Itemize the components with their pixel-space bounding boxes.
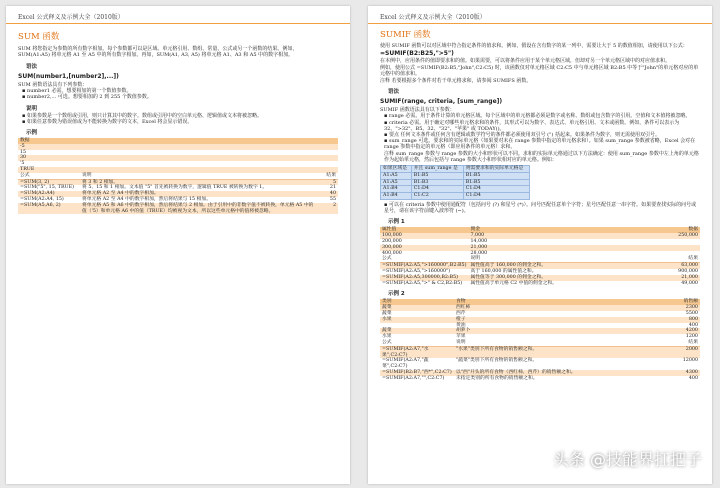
arg-item: ▪ sum_range 可选。要求和的实际单元格（如果要对未在 range 参数中指定的单元格求和）。如果 sum_range 参数被省略，Excel 会对在 range 参数中指定的单元格（即应用条件的单元格）求和。 [384, 138, 696, 151]
table-cell: 800 [660, 317, 700, 323]
formula-cell: =SUMIF(A2:A5,">" & C2,B2:B5) [380, 281, 468, 287]
arg-item: ▪ number1 必需。想要相加的第一个数值参数。 [22, 88, 132, 95]
section-label: 示例 1 [388, 219, 405, 226]
table-header: 如果区域是 [381, 166, 412, 173]
table-header: 并且 sum_range 是 [411, 166, 463, 173]
result-cell: 400 [660, 376, 700, 382]
intro-line: 在本例中，应用条件的值即要求和的值。如果需要，可以将条件应用于某个单元格区域，但却对另一个单元格区域中的对应值求和。 [380, 58, 671, 65]
table-cell: 水果 [380, 334, 454, 340]
table-cell: A1:B4 [381, 186, 412, 193]
intro-line: 使用 SUMIF 函数可以对区域中符合指定条件的值求和。例如，假设在含有数字的某一列中，需要让大于 5 的数值相加，请使用以下公式： [380, 43, 688, 49]
syntax: SUMIF(range, criteria, [sum_range]) [380, 98, 503, 106]
desc-cell: "水果"类别下所有食物的销售额之和。 [454, 346, 660, 358]
section-label: 语法 [26, 63, 38, 70]
table-cell: A1:A5 [381, 179, 412, 186]
left-page [6, 6, 350, 484]
table-cell: B1:B3 [411, 179, 463, 186]
section-label: 说明 [26, 105, 38, 112]
table-cell: 30 [18, 155, 338, 161]
example2-table [380, 299, 700, 381]
table-header: 公式 [380, 256, 468, 262]
table-cell: TRUE [18, 167, 338, 173]
desc-cell: 以"西"开头的所有食物（西红柿、西芹）的销售额之和。 [454, 370, 660, 376]
table-cell: B1:B5 [463, 172, 529, 179]
result-cell: 5 [318, 179, 338, 185]
intro-line: SUM 将您指定为参数的所有数字相加。每个参数都可以是区域、单元格引用、数组、常量、公式或另一个函数的结果。例如， [18, 46, 298, 52]
result-cell: 63,000 [660, 263, 700, 269]
range-table [380, 165, 530, 200]
table-cell: 苹果 [454, 334, 660, 340]
result-cell: 2 [318, 203, 338, 215]
table-cell: A1:B4 [381, 193, 412, 200]
note-item: ▪ 如果参数是一个数组或引用，则只计算其中的数字。数组或引用中的空白单元格、逻辑值或文本将被忽略。 [22, 112, 262, 119]
desc-cell: 将单元格 A5 和 A6 中的数字相加，然后将结果与 2 相加。由于引用中的非数字值不被转换，单元格 A5 中的值（'5）和单元格 A6 中的值（TRUE）均被视为文本，所以这些单元格中的值将被忽略。 [80, 203, 318, 215]
table-cell: -5 [18, 144, 338, 150]
args-intro: SUM 函数语法具有下列参数： [18, 81, 88, 88]
formula-cell: =SUMIF(A2:A5,300000,B2:B5) [380, 275, 468, 281]
page-title: SUM 函数 [18, 32, 60, 42]
table-header: 结果 [660, 340, 700, 346]
table-cell: 15 [18, 150, 338, 156]
table-header: 类别 [380, 299, 454, 305]
table-header: 佣金 [468, 227, 660, 233]
table-cell: C1:C2 [411, 193, 463, 200]
formula-cell: =SUMIF(A2:A7,"",C2:C7) [380, 376, 454, 382]
table-header: 结果 [318, 173, 338, 179]
arg-item: ▪ 要点 任何文本条件或任何含有逻辑或数学符号的条件都必须使用双引号 (") 括起来。如果条件为数字，则无需使用双引号。 [384, 132, 660, 139]
table-cell: 蔬菜 [380, 328, 454, 334]
arg-item: 注释 sum_range 参数与 range 参数的大小和形状可以不同。求和的实际单元格通过以下方法确定：使用 sum_range 参数中左上角的单元格作为起始单元格，然后包括与 range 参数大小和形状相对应的单元格。例如： [384, 150, 699, 163]
example-table [18, 138, 338, 214]
formula-cell: =SUM(A5,A6, 2) [18, 203, 80, 215]
page-title: SUMIF 函数 [380, 30, 431, 40]
formula-cell: =SUMIF(A2:A7,"水果",C2:C7) [380, 346, 454, 358]
table-cell: 400 [660, 323, 700, 329]
result-cell: 49,000 [660, 281, 700, 287]
table-cell: 5500 [660, 311, 700, 317]
desc-cell: 将 5、15 和 1 相加。文本值 "5" 首先被转换为数字，逻辑值 TRUE 被转换为数字 1。 [80, 185, 318, 191]
table-cell: 蔬菜 [380, 311, 454, 317]
table-cell: 7,000 [468, 233, 660, 239]
note-item: ▪ 如果任意参数为错误值或为不能转换为数字的文本，Excel 将会显示错误。 [22, 118, 193, 125]
desc-cell: "蔬菜"类别下所有食物的销售额之和。 [454, 358, 660, 370]
formula-cell: =SUM(3, 2) [18, 179, 80, 185]
table-cell: 橙子 [454, 317, 660, 323]
desc-cell: 高于 160,000 的属性值之和。 [468, 269, 660, 275]
result-cell: 21,000 [660, 275, 700, 281]
result-cell: 2000 [660, 346, 700, 358]
desc-cell: 属性值高于 160,000 的佣金之和。 [468, 263, 660, 269]
desc-cell: 将单元格 A2 至 A4 中的数字相加，然后将结果与 15 相加。 [80, 197, 318, 203]
note-line: 注释 若要根据多个条件对若干单元格求和，请参阅 SUMIFS 函数。 [380, 77, 532, 84]
table-cell: '5 [18, 161, 338, 167]
table-cell: 200,000 [380, 239, 468, 245]
result-cell: 12000 [660, 358, 700, 370]
table-header: 则需要求和的实际单元格是 [463, 166, 529, 173]
table-header: 结果 [660, 256, 700, 262]
section-label: 语法 [388, 89, 400, 96]
result-cell: 21 [318, 185, 338, 191]
result-cell: 55 [318, 197, 338, 203]
table-cell: C1:D4 [463, 193, 529, 200]
table-cell: 100,000 [380, 233, 468, 239]
table-header: 属性值 [380, 227, 468, 233]
result-cell: 40 [318, 191, 338, 197]
formula-cell: =SUMIF(A2:A7,"蔬菜",C2:C7) [380, 358, 454, 370]
watermark: 头条 @技能界扛把子 [552, 450, 702, 469]
table-cell: 21,000 [468, 245, 660, 251]
table-header: 说明 [80, 173, 318, 179]
table-cell: C1:D4 [463, 186, 529, 193]
arg-item: ▪ range 必需。用于条件计算的单元格区域。每个区域中的单元格都必须是数字或名称、数组或包含数字的引用。空值和文本值将被忽略。 [384, 113, 691, 120]
desc-cell: 未指定类别的所有食物的销售额之和。 [454, 376, 660, 382]
table-cell: 4200 [660, 328, 700, 334]
formula-example: =SUMIF(B2:B25,">5") [380, 50, 454, 58]
formula-cell: =SUM(A2:A4) [18, 191, 80, 197]
wildcard-note: ▪ 可以在 criteria 参数中使用通配符（包括问号 (?) 和星号 (*)）。问号匹配任意单个字符；星号匹配任意一串字符。如果要查找实际的问号或星号，请在该字符前键入波形符 (~)。 [384, 202, 697, 215]
table-cell: 28,000 [468, 251, 660, 257]
args-intro: SUMIF 函数语法具有以下参数： [380, 107, 455, 114]
example1-table [380, 227, 700, 286]
table-header: 说明 [468, 256, 660, 262]
desc-cell: 将单元格 A2 至 A4 中的数字相加。 [80, 191, 318, 197]
page-header: Excel 公式释义及示例大全（2010版） [368, 6, 712, 24]
table-cell: 400,000 [380, 251, 468, 257]
table-cell: 西芹 [454, 311, 660, 317]
formula-cell: =SUM("5", 15, TRUE) [18, 185, 80, 191]
table-cell: 300,000 [380, 245, 468, 251]
desc-cell: 属性值高于单元格 C2 中值的佣金之和。 [468, 281, 660, 287]
table-cell: 1200 [660, 334, 700, 340]
intro-line: 例如，使用公式 =SUMIF(B2:B5,"John",C2:C5) 时，该函数仅对单元格区域 C2:C5 中与单元格区域 B2:B5 中等于"John"的单元格对应的单元格中的值求和。 [380, 64, 699, 78]
arg-item: ▪ criteria 必需。用于确定对哪些单元格求和的条件，其形式可以为数字、表达式、单元格引用、文本或函数。例如，条件可以表示为 32、">32"、B5、32、"32"、"苹果" 或 TODAY()。 [384, 119, 680, 132]
table-header: 销售额 [660, 299, 700, 305]
section-label: 示例 [26, 130, 38, 137]
desc-cell: 将 3 和 2 相加。 [80, 179, 318, 185]
table-header: 食物 [454, 299, 660, 305]
table-cell: A1:A5 [381, 172, 412, 179]
formula-cell: =SUMIF(A2:A5,">160000",B2:B5) [382, 263, 467, 269]
intro-line: SUM(A1:A5) 将单元格 A1 至 A5 中的所有数字相加。再如，SUM(A1, A3, A5) 将单元格 A1、A3 和 A5 中的数字相加。 [18, 52, 294, 59]
table-cell: 西红柿 [454, 305, 660, 311]
desc-cell: 属性值等于 300,000 的佣金之和。 [468, 275, 660, 281]
table-cell: B1:B5 [463, 179, 529, 186]
formula-cell: =SUMIF(A2:A5,">160000") [380, 269, 468, 275]
table-cell: 250,000 [660, 233, 700, 239]
result-cell: 4300 [660, 370, 700, 376]
table-cell: 14,000 [468, 239, 660, 245]
table-header: 数据 [18, 138, 338, 144]
table-cell: 蔬菜 [380, 305, 454, 311]
table-header: 说明 [454, 340, 660, 346]
table-cell: C1:D4 [411, 186, 463, 193]
table-header: 公式 [380, 340, 454, 346]
result-cell: 900,000 [660, 269, 700, 275]
table-cell: 黄油 [454, 323, 660, 329]
section-label: 示例 2 [388, 291, 405, 298]
table-cell: 胡萝卜 [454, 328, 660, 334]
formula-cell: =SUMIF(B2:B7,"西*",C2:C7) [380, 370, 454, 376]
page-header: Excel 公式释义及示例大全（2010版） [6, 6, 350, 24]
table-cell: 2300 [660, 305, 700, 311]
syntax: SUM(number1,[number2],...]) [18, 72, 119, 80]
right-page [368, 6, 712, 484]
formula-cell: =SUM(A2:A4, 15) [18, 197, 80, 203]
table-cell: B1:B5 [411, 172, 463, 179]
table-header: 公式 [18, 173, 80, 179]
arg-item: ▪ number2,... 可选。想要相加的 2 到 255 个数值参数。 [22, 94, 152, 101]
table-header: 数据 [660, 227, 700, 233]
table-cell: 水果 [380, 317, 454, 323]
